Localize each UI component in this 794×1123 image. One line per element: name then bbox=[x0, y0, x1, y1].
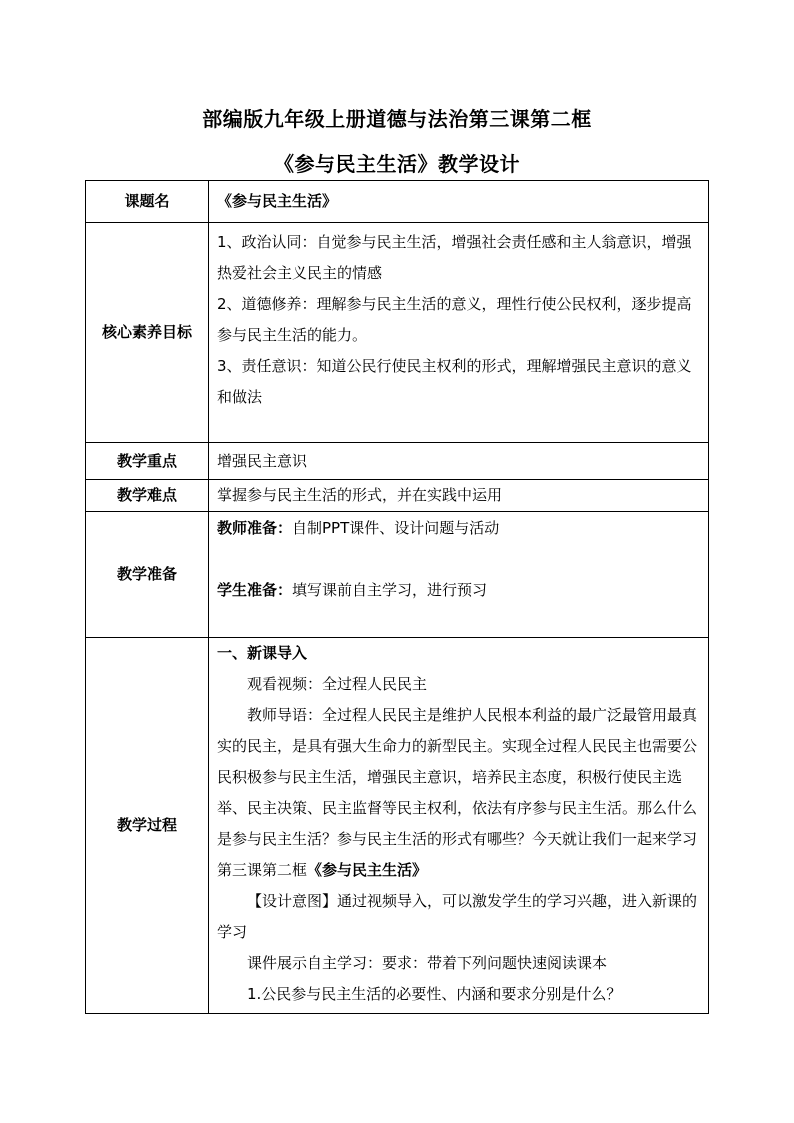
student-preparation-value: 填写课前自主学习，进行预习 bbox=[292, 581, 488, 599]
table-row-key-point bbox=[86, 443, 709, 480]
teacher-preparation bbox=[217, 513, 700, 544]
design-intent: 【设计意图】通过视频导入，可以激发学生的学习兴趣，进入新课的学习 bbox=[217, 892, 698, 941]
table-row-goals bbox=[86, 223, 709, 443]
table-row-preparation bbox=[86, 512, 709, 638]
key-point-label: 教学重点 bbox=[86, 443, 209, 480]
topic-label: 课题名 bbox=[86, 181, 209, 223]
video-line: 观看视频：全过程人民民主 bbox=[247, 675, 428, 693]
table-row-process bbox=[86, 638, 709, 1014]
intro-text: 教师导语：全过程人民民主是维护人民根本利益的最广泛最管用最真实的民主，是具有强大生命力的新型民主。实现全过程人民民主也需要公民积极参与民主生活，增强民主意识，培养民主态度，积极行使民主选举、民主决策、民主监督等民主权利，依法有序参与民主生活。那么什么是参与民主生活？参与民主生活的形式有哪些？今天就让我们一起来学习第三课第二框 bbox=[217, 706, 698, 879]
process-label: 教学过程 bbox=[86, 638, 209, 1014]
difficulty-label: 教学难点 bbox=[86, 480, 209, 512]
intro-paragraph bbox=[217, 700, 700, 886]
teacher-preparation-value: 自制PPT课件、设计问题与活动 bbox=[292, 519, 500, 537]
document-title-line-1: 部编版九年级上册道德与法治第三课第二框 bbox=[202, 107, 592, 131]
student-preparation-label: 学生准备： bbox=[217, 581, 293, 599]
topic-value: 《参与民主生活》 bbox=[209, 181, 709, 223]
process-cell bbox=[209, 638, 709, 1014]
table-row-topic bbox=[86, 181, 709, 223]
difficulty-value: 掌握参与民主生活的形式，并在实践中运用 bbox=[209, 480, 709, 512]
intro-title: 《参与民主生活》 bbox=[307, 861, 428, 879]
document-title-line-2: 《参与民主生活》教学设计 bbox=[274, 152, 520, 176]
goals-cell bbox=[209, 223, 709, 443]
goals-text: 1、政治认同：自觉参与民主生活，增强社会责任感和主人翁意识，增强热爱社会主义民主的情感 2、道德修养：理解参与民主生活的意义，理性行使公民权利，逐步提高参与民主生活的能力。 3、责任意识：知道公民行使民主权利的形式，理解增强民主意识的意义和做法 bbox=[217, 233, 692, 406]
student-preparation bbox=[217, 575, 700, 606]
key-point-value: 增强民主意识 bbox=[209, 443, 709, 480]
lesson-plan-table bbox=[85, 180, 709, 1014]
teacher-preparation-label: 教师准备： bbox=[217, 519, 293, 537]
spacer bbox=[217, 544, 700, 575]
question-1: 1.公民参与民主生活的必要性、内涵和要求分别是什么？ bbox=[247, 985, 622, 1003]
preparation-cell bbox=[209, 512, 709, 638]
self-study-line: 课件展示自主学习：要求：带着下列问题快速阅读课本 bbox=[247, 954, 608, 972]
goals-label: 核心素养目标 bbox=[86, 223, 209, 443]
section-heading: 一、新课导入 bbox=[217, 644, 308, 662]
preparation-label: 教学准备 bbox=[86, 512, 209, 638]
table-row-difficulty bbox=[86, 480, 709, 512]
